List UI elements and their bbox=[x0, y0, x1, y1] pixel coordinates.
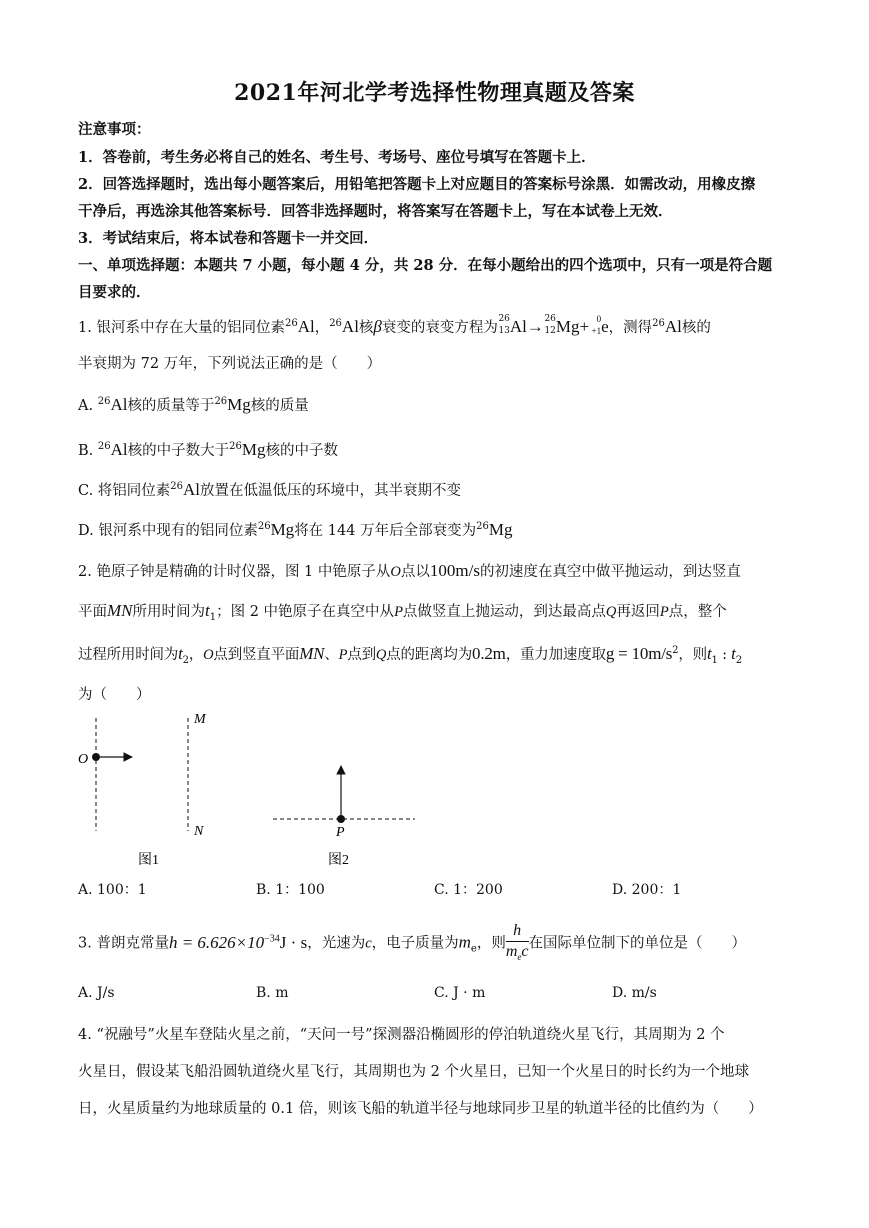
question-3-option-b[interactable]: B. m bbox=[256, 985, 289, 1001]
fig1-caption: 图1 bbox=[138, 853, 159, 868]
notice-item-3: 3．考试结束后，将本试卷和答题卡一并交回． bbox=[78, 230, 379, 247]
question-4-line-1: 4. “祝融号”火星车登陆火星之前，“天问一号”探测器沿椭圆形的停泊轨道绕火星飞行，其周期为 2 个 bbox=[78, 1027, 725, 1043]
question-2-option-c[interactable]: C. 1：200 bbox=[434, 882, 503, 898]
question-1-option-a[interactable]: A. $^{26}$Al核的质量等于$^{26}$Mg核的质量 bbox=[78, 395, 309, 414]
question-1-option-d[interactable]: D. 银河系中现有的铝同位素$^{26}$Mg将在 144 万年后全部衰变为$^{26}$Mg bbox=[78, 520, 513, 539]
question-2-option-b[interactable]: B. 1：100 bbox=[256, 882, 325, 898]
question-1-option-b[interactable]: B. $^{26}$Al核的中子数大于$^{26}$Mg核的中子数 bbox=[78, 440, 338, 459]
question-3-option-d[interactable]: D. m/s bbox=[612, 985, 657, 1001]
h-over-me-c-fraction: $\frac{h}{m_ec}$ bbox=[505, 921, 529, 962]
question-1-line-1: 1. 银河系中存在大量的铝同位素$^{26}$Al，$^{26}$Al核β衰变的衰变方程为 26 13 Al→ 26 12 Mg+ 0 +1 e，测得$^{26}$Al核的 bbox=[78, 314, 711, 336]
question-3-option-a[interactable]: A. J/s bbox=[78, 985, 115, 1001]
question-2-option-a[interactable]: A. 100：1 bbox=[78, 882, 147, 898]
question-4-line-2: 火星日，假设某飞船沿圆轨道绕火星飞行，其周期也为 2 个火星日，已知一个火星日的时长约为一个地球 bbox=[78, 1064, 749, 1080]
fig2-label-p: P bbox=[336, 825, 345, 840]
page-title: 2021年河北学考选择性物理真题及答案 bbox=[234, 80, 635, 106]
question-2-figure bbox=[70, 706, 430, 876]
question-2-option-d[interactable]: D. 200：1 bbox=[612, 882, 682, 898]
fig1-label-m: M bbox=[194, 712, 206, 727]
section-heading: 一、单项选择题：本题共 7 小题，每小题 4 分，共 28 分．在每小题给出的四个选项中，只有一项是符合题 bbox=[78, 257, 773, 274]
question-2-line-4: 为（ ） bbox=[78, 687, 151, 703]
question-2-line-1: 2. 铯原子钟是精确的计时仪器，图 1 中铯原子从O点以100m/s的初速度在真空中做平抛运动，到达竖直 bbox=[78, 561, 741, 580]
section-heading-cont: 目要求的． bbox=[78, 284, 151, 301]
fig2-caption: 图2 bbox=[328, 853, 349, 868]
notice-item-1: 1．答卷前，考生务必将自己的姓名、考生号、考场号、座位号填写在答题卡上． bbox=[78, 149, 596, 166]
question-3-option-c[interactable]: C. J · m bbox=[434, 985, 486, 1001]
fig2-atom-p bbox=[337, 815, 345, 823]
fig1-atom-o bbox=[92, 753, 100, 761]
fig1-label-n: N bbox=[194, 824, 204, 839]
notice-item-2-cont: 干净后，再选涂其他答案标号．回答非选择题时，将答案写在答题卡上，写在本试卷上无效． bbox=[78, 203, 673, 220]
question-3-line-1: 3. 普朗克常量$h = 6.626\times 10^{-34}J \cdot s$，光速为c，电子质量为$m_e$，则 $\frac{h}{m_ec}$ 在国际单位制下的单位是（ ） bbox=[78, 918, 792, 971]
question-1-line-2: 半衰期为 72 万年，下列说法正确的是（ ） bbox=[78, 356, 382, 372]
fig1-label-o: O bbox=[78, 752, 89, 767]
question-2-line-2: 平面MN所用时间为$t_1$；图 2 中铯原子在真空中从P点做竖直上抛运动，到达最高点Q再返回P点，整个 bbox=[78, 601, 727, 623]
notice-item-2: 2．回答选择题时，选出每小题答案后，用铅笔把答题卡上对应题目的答案标号涂黑．如需改动，用橡皮擦 bbox=[78, 176, 756, 193]
question-2-line-3: 过程所用时间为$t_2$，O点到竖直平面MN、P点到Q点的距离均为0.2m，重力加速度取$g = 10m/s^2$，则$t_1$ : $t_2$ bbox=[78, 644, 742, 666]
notice-heading: 注意事项： bbox=[78, 121, 151, 138]
question-4-line-3: 日，火星质量约为地球质量的 0.1 倍，则该飞船的轨道半径与地球同步卫星的轨道半径的比值约为（ ） bbox=[78, 1101, 763, 1117]
question-1-option-c[interactable]: C. 将铝同位素$^{26}$Al放置在低温低压的环境中，其半衰期不变 bbox=[78, 480, 462, 499]
